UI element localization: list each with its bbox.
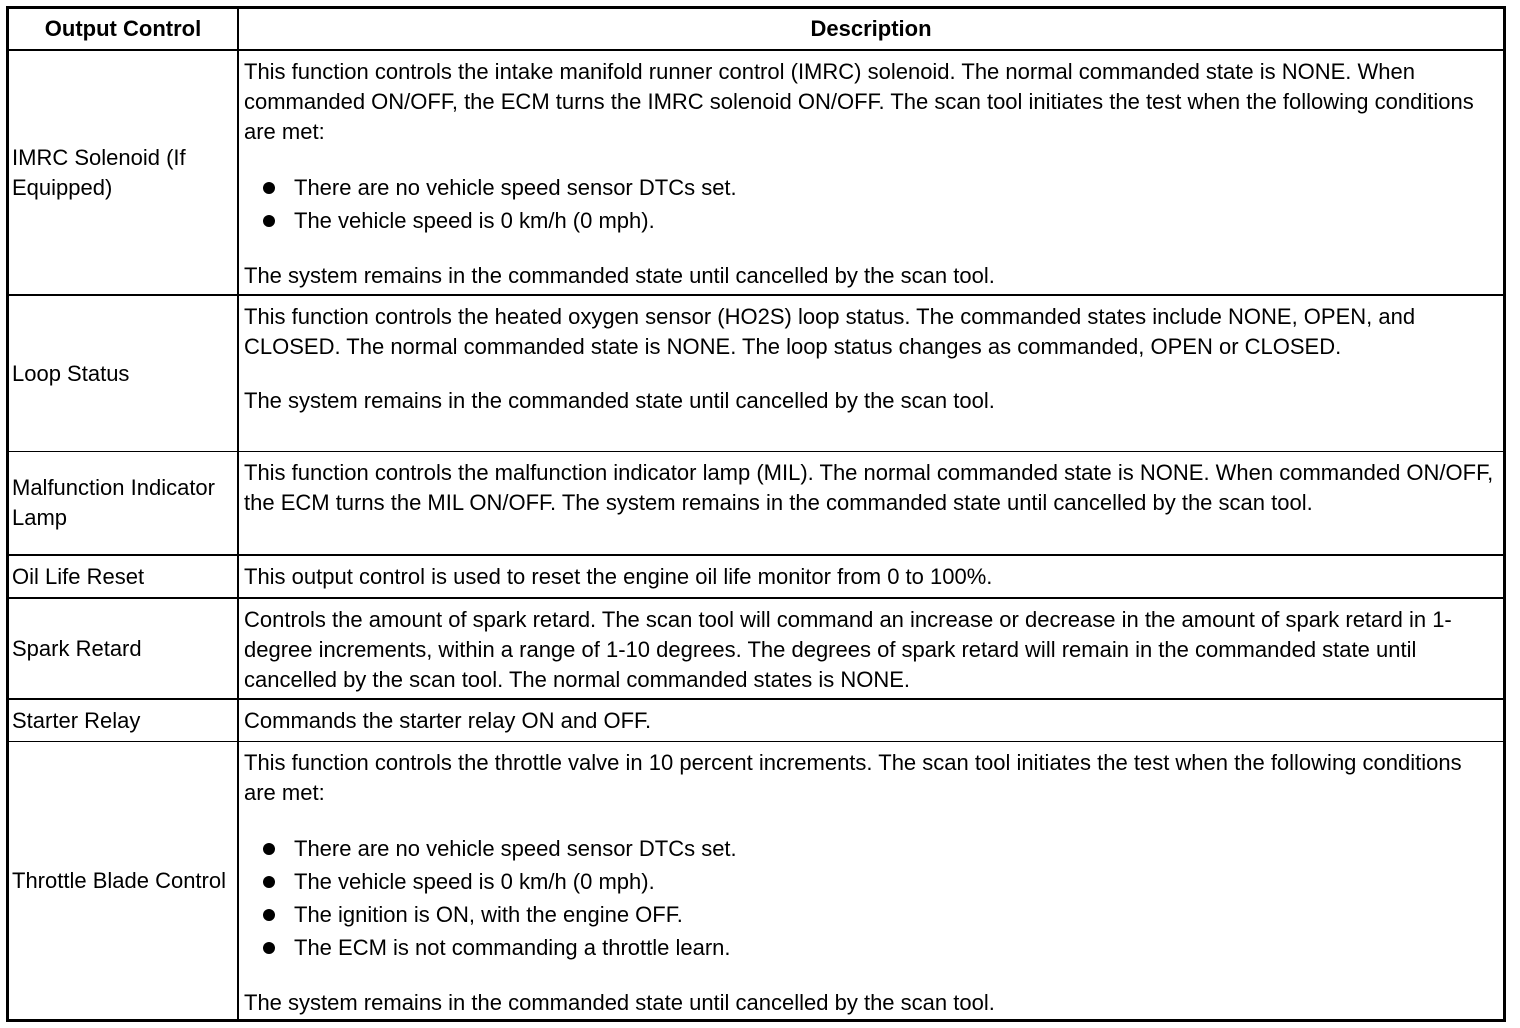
list-item: There are no vehicle speed sensor DTCs set. xyxy=(244,171,1499,204)
output-control-cell: IMRC Solenoid (If Equipped) xyxy=(9,51,239,294)
bullet-icon xyxy=(263,843,275,855)
description-cell xyxy=(239,556,1503,597)
description-intro: Commands the starter relay ON and OFF. xyxy=(244,708,652,733)
description-intro: This function controls the malfunction indicator lamp (MIL). The normal commanded state is NONE. When commanded ON/OFF, the ECM turns the MIL ON/OFF. The system remains in the commanded state until cancelled by the scan tool. xyxy=(244,460,1494,515)
table-row xyxy=(9,49,1503,294)
description-cell xyxy=(239,296,1503,451)
output-control-cell: Oil Life Reset xyxy=(9,556,239,597)
table-row xyxy=(9,741,1503,1019)
description-cell xyxy=(239,742,1503,1019)
output-control-cell: Malfunction Indicator Lamp xyxy=(9,452,239,554)
output-control-cell: Spark Retard xyxy=(9,599,239,698)
condition-list xyxy=(244,171,1499,237)
list-item: The vehicle speed is 0 km/h (0 mph). xyxy=(244,204,1499,237)
list-item: The vehicle speed is 0 km/h (0 mph). xyxy=(244,865,1499,898)
table-row xyxy=(9,554,1503,597)
description-cell xyxy=(239,599,1503,698)
list-item: The ignition is ON, with the engine OFF. xyxy=(244,898,1499,931)
table-row xyxy=(9,698,1503,741)
description-outro: The system remains in the commanded state until cancelled by the scan tool. xyxy=(244,263,995,288)
description-intro: This function controls the throttle valve in 10 percent increments. The scan tool initiates the test when the following conditions are met: xyxy=(244,750,1462,805)
list-item: The ECM is not commanding a throttle learn. xyxy=(244,931,1499,964)
output-control-cell: Starter Relay xyxy=(9,700,239,741)
description-intro: This function controls the heated oxygen sensor (HO2S) loop status. The commanded states include NONE, OPEN, and CLOSED. The normal commanded state is NONE. The loop status changes as commanded, OPEN or CLOSED. xyxy=(244,304,1416,359)
description-intro: This function controls the intake manifold runner control (IMRC) solenoid. The normal commanded state is NONE. When commanded ON/OFF, the ECM turns the IMRC solenoid ON/OFF. The scan tool initiates the test when the following conditions are met: xyxy=(244,59,1474,144)
list-item: There are no vehicle speed sensor DTCs set. xyxy=(244,832,1499,865)
header-description: Description xyxy=(810,16,932,41)
header-output-control: Output Control xyxy=(9,9,239,49)
bullet-icon xyxy=(263,909,275,921)
output-control-cell: Throttle Blade Control xyxy=(9,742,239,1019)
table-row xyxy=(9,597,1503,698)
output-control-table xyxy=(6,6,1506,1022)
description-intro: Controls the amount of spark retard. The scan tool will command an increase or decrease in the amount of spark retard in 1-degree increments, within a range of 1-10 degrees. The degrees of spark retard will remain in the commanded state until cancelled by the scan tool. The normal commanded states is NONE. xyxy=(244,607,1452,692)
description-cell xyxy=(239,452,1503,554)
description-outro: The system remains in the commanded state until cancelled by the scan tool. xyxy=(244,388,995,413)
table-header-row xyxy=(9,9,1503,49)
description-cell xyxy=(239,700,1503,741)
output-control-cell: Loop Status xyxy=(9,296,239,451)
bullet-icon xyxy=(263,182,275,194)
bullet-icon xyxy=(263,215,275,227)
table-row xyxy=(9,294,1503,451)
bullet-icon xyxy=(263,942,275,954)
condition-list xyxy=(244,832,1499,964)
description-outro: The system remains in the commanded state until cancelled by the scan tool. xyxy=(244,990,995,1015)
table-row xyxy=(9,451,1503,554)
description-intro: This output control is used to reset the engine oil life monitor from 0 to 100%. xyxy=(244,564,993,589)
description-cell xyxy=(239,51,1503,294)
bullet-icon xyxy=(263,876,275,888)
